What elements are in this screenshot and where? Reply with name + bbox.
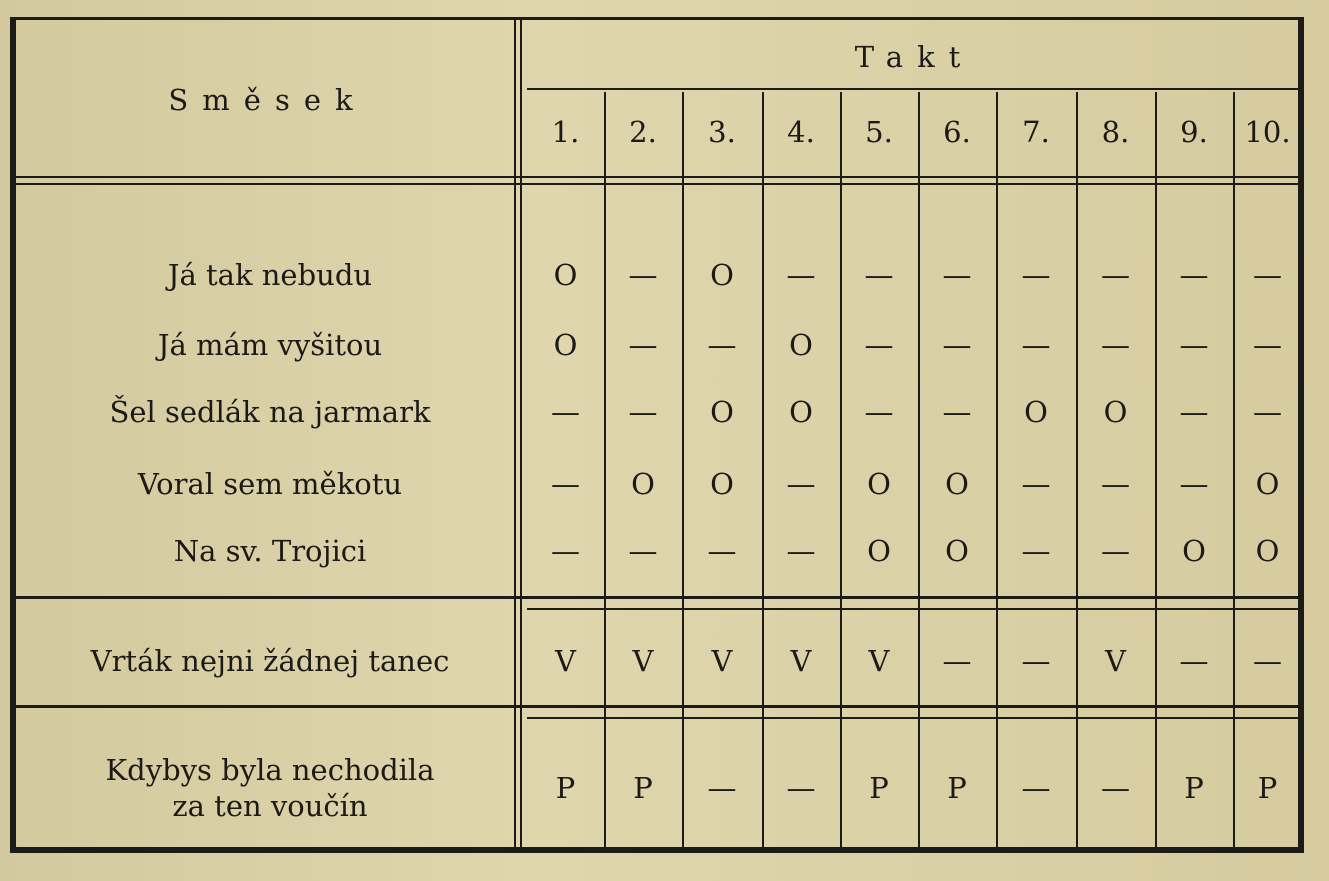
column-divider [682,92,684,853]
header-rule [16,183,1302,185]
table-cell: — [942,258,972,292]
section-rule [527,717,1302,719]
table-cell: V [868,644,890,678]
table-cell: O [553,328,578,362]
table-cell: — [551,534,580,568]
table-cell: — [864,328,894,362]
table-cell: — [786,534,816,568]
table-cell: — [1101,467,1130,501]
table-cell: — [942,328,972,362]
table-cell: O [710,258,734,292]
table-cell: O [1024,395,1048,429]
table-cell: O [1255,534,1280,568]
column-header-2: 2. [629,115,657,149]
table-cell: O [867,467,891,501]
row-header-smesek: Směsek [168,83,367,117]
table-cell: — [1179,258,1209,292]
table-cell: O [1103,395,1128,429]
table-cell: — [1021,771,1051,805]
table-cell: — [1021,328,1051,362]
table-cell: O [789,395,813,429]
section-rule [16,596,1302,599]
table-cell: P [633,771,653,805]
table-cell: — [551,467,580,501]
section-rule [527,608,1302,610]
table-cell: — [786,771,816,805]
table-cell: — [786,467,816,501]
table-cell: — [1021,258,1051,292]
table-cell: — [1253,644,1282,678]
column-divider [604,92,606,853]
table-cell: — [864,258,894,292]
table-cell: — [1101,258,1130,292]
table-cell: O [945,534,969,568]
column-divider [762,92,764,853]
table-cell: — [786,258,816,292]
table-cell: — [1101,328,1130,362]
table-cell: O [710,395,734,429]
table-cell: — [1021,644,1051,678]
table-cell: — [1253,258,1282,292]
table-cell: V [1105,644,1126,678]
table-cell: P [1257,771,1278,805]
row-label: Já tak nebudu [167,258,373,292]
row-label-line: Kdybys byla nechodila [105,753,435,787]
row-label-line: za ten voučín [172,789,368,823]
column-header-6: 6. [943,115,971,149]
column-header-1: 1. [551,115,580,149]
column-header-4: 4. [787,115,815,149]
table-cell: — [1179,644,1209,678]
table-cell: — [628,258,658,292]
column-divider [996,92,998,853]
table-cell: O [867,534,891,568]
column-divider [840,92,842,853]
table-cell: — [1253,328,1282,362]
column-divider [918,92,920,853]
table-cell: — [942,395,972,429]
table-cell: P [1184,771,1204,805]
table-cell: — [707,534,737,568]
table-cell: — [628,534,658,568]
table-cell: — [1021,534,1051,568]
column-divider [520,20,522,853]
table-cell: — [628,328,658,362]
table-cell: — [1021,467,1051,501]
table-cell: O [1182,534,1206,568]
column-header-10: 10. [1244,115,1291,149]
table-cell: — [551,395,580,429]
column-header-7: 7. [1022,115,1050,149]
row-label: Na sv. Trojici [173,534,367,568]
column-divider [514,20,516,853]
table-cell: — [628,395,658,429]
section-rule [16,705,1302,708]
table-cell: V [711,644,733,678]
table-cell: O [1255,467,1280,501]
table-cell: P [869,771,889,805]
column-divider [1076,92,1078,853]
table-cell: — [864,395,894,429]
table-cell: O [789,328,813,362]
table-cell: V [790,644,812,678]
table-cell: O [945,467,969,501]
header-rule [16,176,1302,178]
header-rule [527,88,1302,90]
table-cell: O [631,467,655,501]
table-cell: V [632,644,654,678]
table-cell: — [1253,395,1282,429]
table-cell: — [1101,534,1130,568]
row-label: Vrták nejni žádnej tanec [90,644,450,678]
table-cell: V [555,644,576,678]
table-cell: — [707,328,737,362]
row-label: Voral sem měkotu [137,467,403,501]
column-header-5: 5. [865,115,893,149]
table-cell: P [555,771,576,805]
column-header-8: 8. [1101,115,1130,149]
row-label: Šel sedlák na jarmark [109,395,431,429]
table-cell: — [1179,328,1209,362]
column-divider [1155,92,1157,853]
table-cell: — [942,644,972,678]
table-cell: — [1179,395,1209,429]
table-cell: — [1101,771,1130,805]
row-label [20,743,520,833]
table-cell: O [553,258,578,292]
table-cell: O [710,467,734,501]
table-cell: — [707,771,737,805]
column-header-9: 9. [1180,115,1208,149]
table-cell: — [1179,467,1209,501]
row-label: Já mám vyšitou [157,328,383,362]
column-group-takt: Takt [854,40,975,74]
column-divider [1233,92,1235,853]
table-cell: P [947,771,967,805]
column-header-3: 3. [708,115,736,149]
